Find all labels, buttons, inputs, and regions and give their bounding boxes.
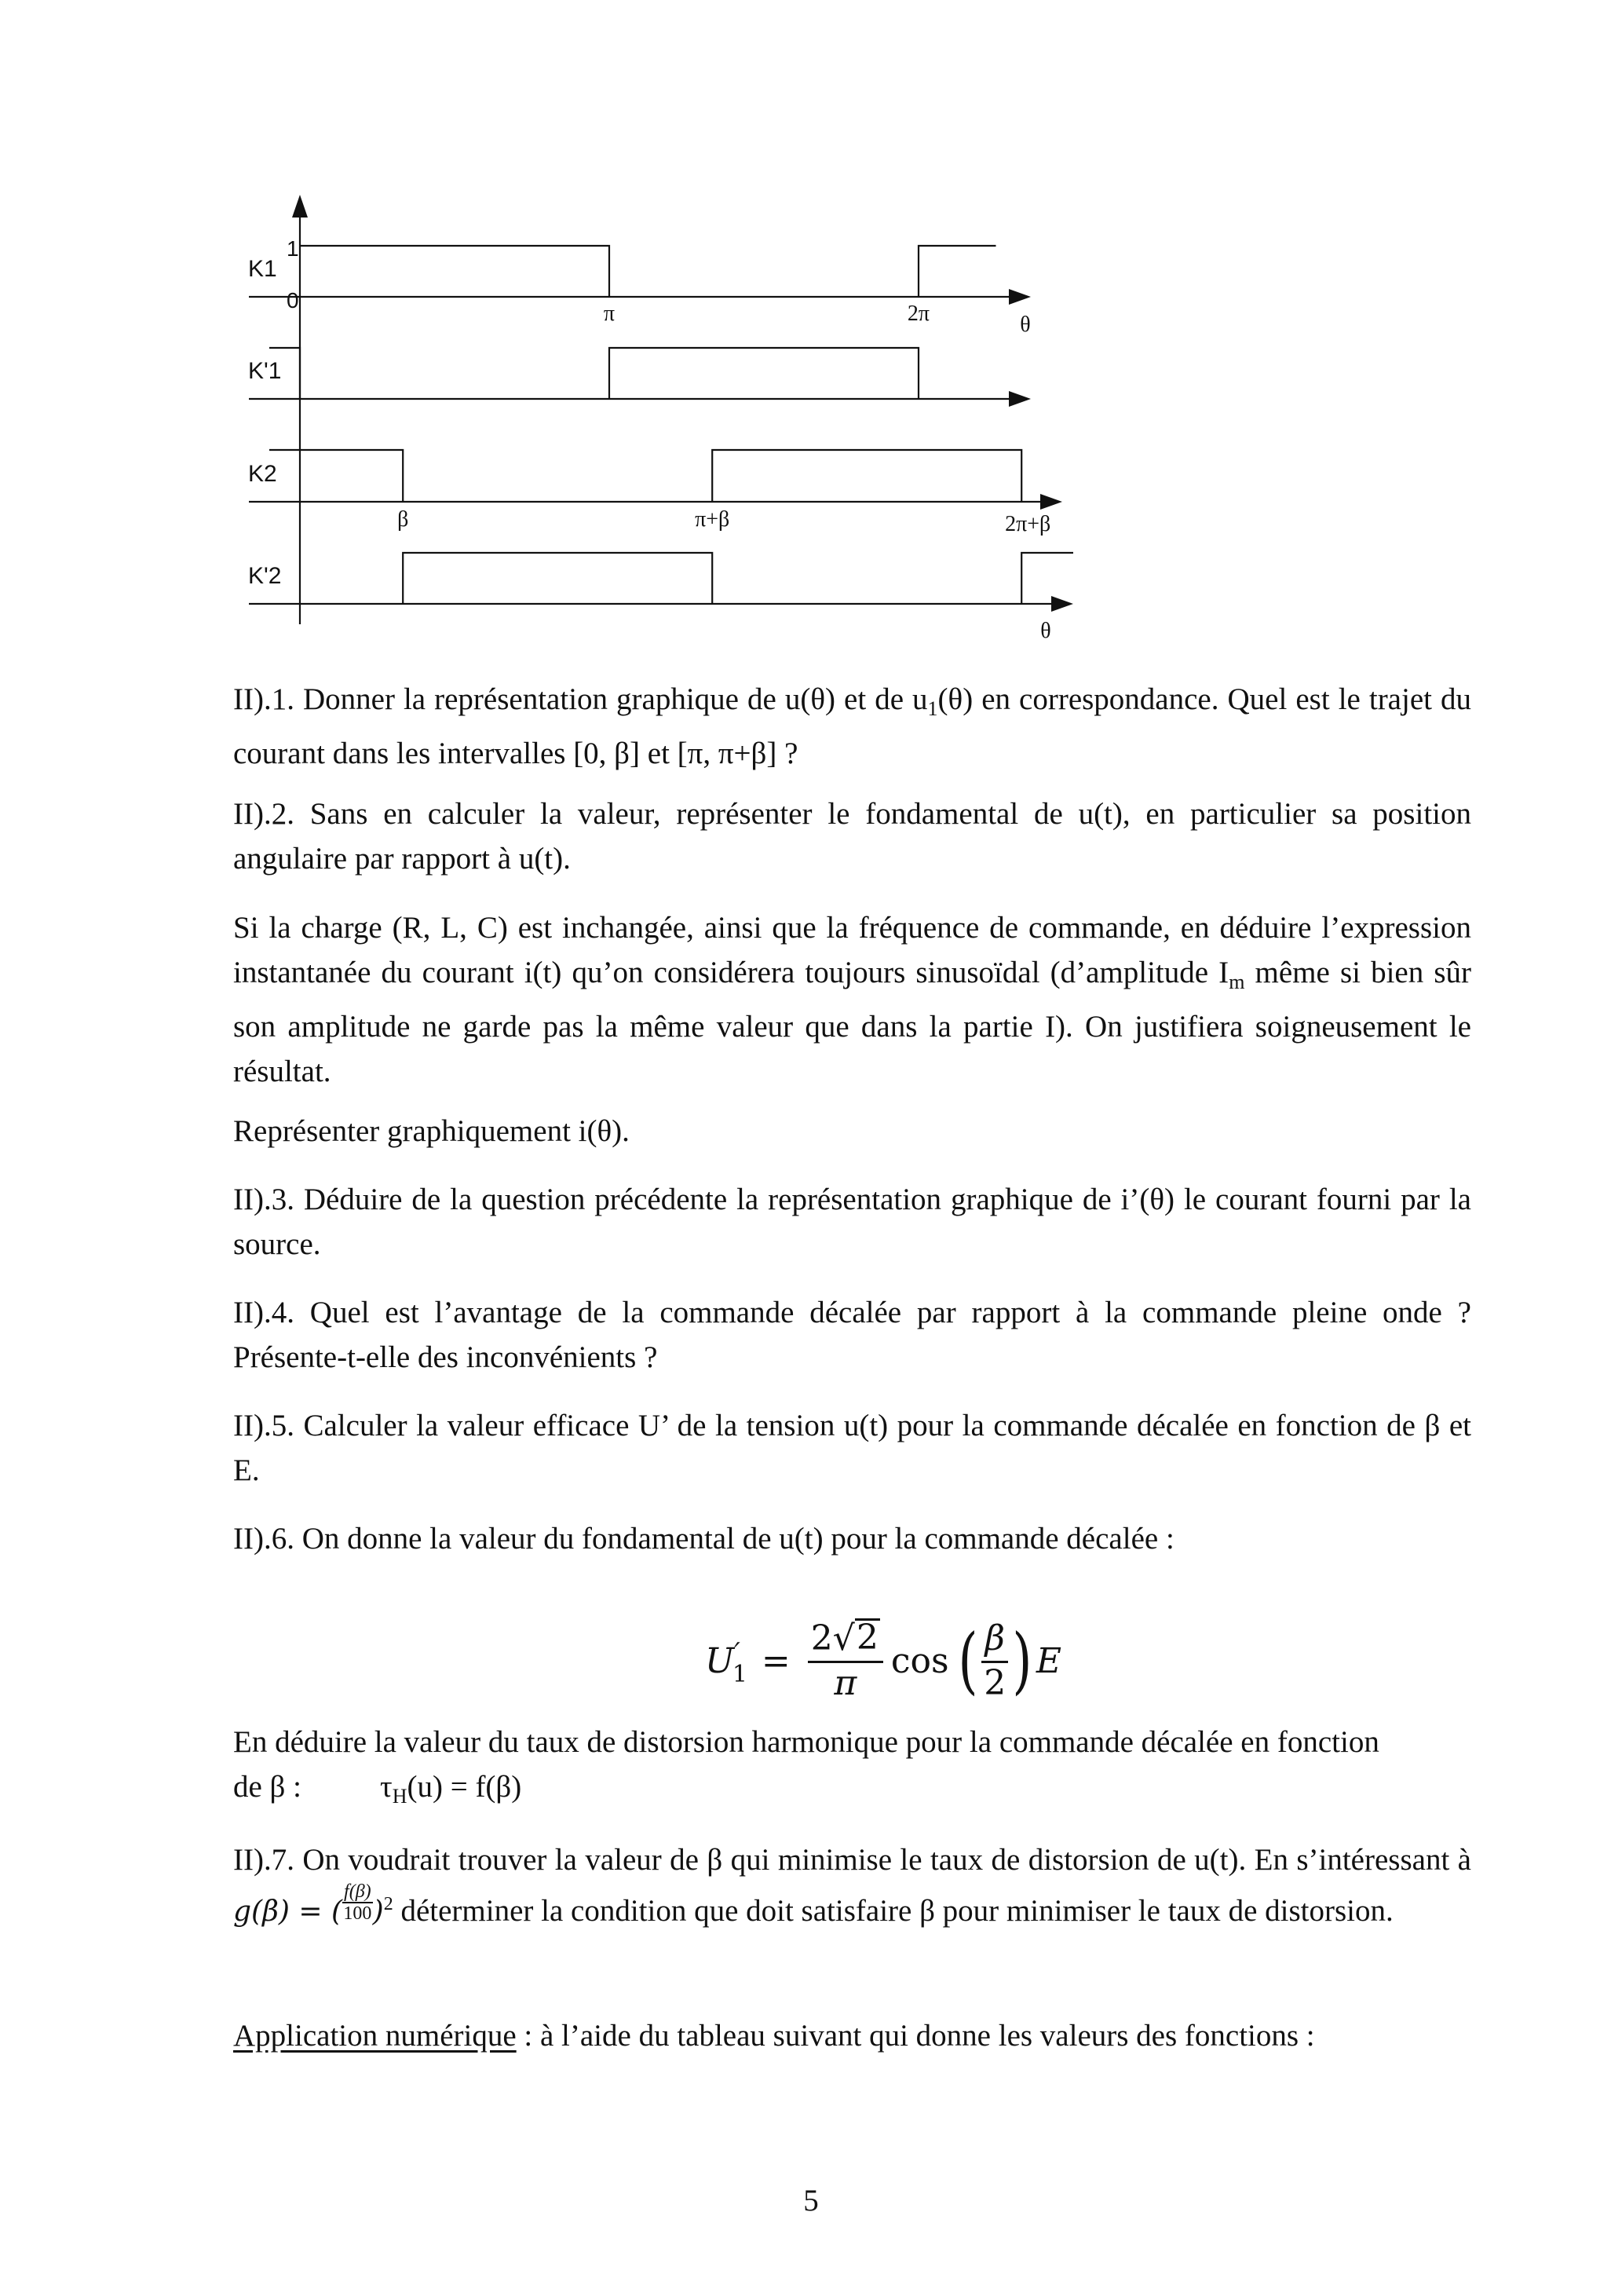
tick-label-2pi: 2π (907, 302, 930, 326)
pulse-Kp2-1 (403, 553, 712, 604)
tick-label-pi-plus-beta: π+β (695, 507, 730, 532)
signal-label: K1 (248, 256, 277, 282)
tick-label-pi: π (603, 302, 616, 326)
theta-axis-arrow-icon (1009, 391, 1031, 407)
theta-axis-arrow-icon (1040, 494, 1062, 510)
pulse-Kp1-2 (609, 348, 919, 399)
formula-lhs: $U'_1$ (705, 1636, 747, 1688)
switch-timing-diagram (0, 0, 1622, 652)
level-low-label: 0 (287, 288, 299, 313)
formula-beta-over-2: $\frac{\beta}{2}$ (981, 1618, 1007, 1704)
pulse-K2-1 (269, 450, 403, 502)
question-II-6-distortion: En déduire la valeur du taux de distorsion harmonique pour la commande décalée en fonction de β : $\tau_H(u) = f(\beta)$ (233, 1725, 1379, 1808)
question-II-2-plot-instruction: Représenter graphiquement i(θ). (233, 1114, 630, 1148)
numerical-application-label: Application numérique (233, 2019, 517, 2053)
question-II-7: II).7. On voudrait trouver la valeur de β qui minimise le taux de distorsion de u(t). En s’intéressant à g(β) = ( $\frac{f(\beta)}{100}$ )$^2$ déterminer la condition que doit satisfaire β pour minimiser le taux de distorsion. (233, 1843, 1471, 1928)
vertical-axis-arrow-icon (292, 195, 308, 218)
question-II-1: II).1. Donner la représentation graphique de u(θ) et de $u_1(\theta)$ en correspondance. Quel est le trajet du courant dans les intervalles [0, β] et [π, π+β] ? (233, 682, 1471, 770)
question-II-4: II).4. Quel est l’avantage de la commande décalée par rapport à la commande pleine onde ? Présente-t-elle des inconvénients ? (233, 1296, 1471, 1374)
axis-label-theta-bottom: θ (1040, 619, 1051, 643)
formula-equals: = (761, 1640, 791, 1681)
signal-label: K'1 (248, 358, 282, 384)
numerical-application: Application numérique : à l’aide du tableau suivant qui donne les valeurs des fonctions : (233, 2019, 1315, 2053)
fundamental-formula: $U'_1$ = 2 √ 2 π cos ( $\frac{\beta}{2}$ ) E (705, 1617, 1061, 1703)
formula-cos: cos (890, 1640, 949, 1681)
signal-label: K'2 (248, 563, 282, 589)
pulse-K1-2 (919, 246, 996, 297)
page-number: 5 (803, 2184, 819, 2217)
question-II-6: II).6. On donne la valeur du fondamental de u(t) pour la commande décalée : (233, 1522, 1174, 1556)
signal-label: K2 (248, 461, 277, 487)
theta-axis-arrow-icon (1009, 289, 1031, 305)
level-high-label: 1 (287, 236, 299, 261)
question-II-5: II).5. Calculer la valeur efficace U’ de la tension u(t) pour la commande décalée en fonction de β et E. (233, 1409, 1471, 1487)
axis-label-theta: θ (1020, 313, 1031, 337)
question-II-2-current-paragraph: Si la charge (R, L, C) est inchangée, ainsi que la fréquence de commande, en déduire l’expression instantanée du courant i(t) qu’on considérera toujours sinusoïdal (d’amplitude $I_m$ même si bien sûr son amplitude ne garde pas la même valeur que dans la partie I). On justifiera soigneusement le résultat. (233, 911, 1471, 1088)
question-II-3: II).3. Déduire de la question précédente la représentation graphique de i’(θ) le courant fourni par la source. (233, 1183, 1471, 1261)
theta-axis-arrow-icon (1051, 596, 1073, 612)
pulse-Kp2-2 (1021, 553, 1073, 604)
formula-E: E (1036, 1640, 1061, 1681)
question-II-2: II).2. Sans en calculer la valeur, représenter le fondamental de u(t), en particulier sa position angulaire par rapport à u(t). (233, 797, 1471, 876)
pulse-K2-2 (712, 450, 1021, 502)
tick-label-2pi-plus-beta: 2π+β (1005, 512, 1051, 536)
formula-fraction: 2 √ 2 π (808, 1618, 883, 1704)
tick-label-beta: β (397, 507, 409, 532)
pulse-K1-1 (300, 246, 609, 297)
